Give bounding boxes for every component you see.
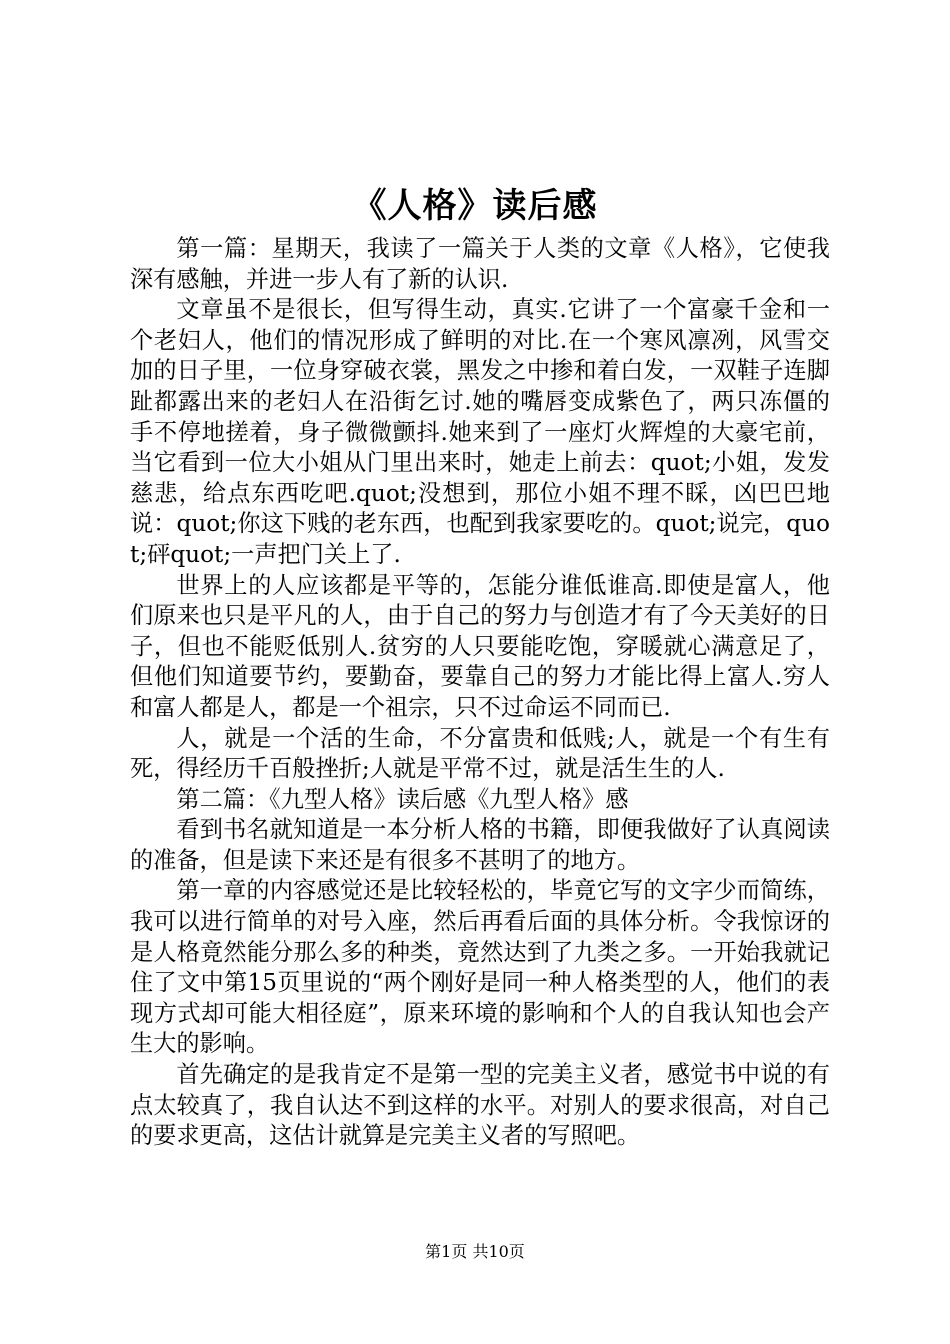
paragraph-4: 人，就是一个活的生命，不分富贵和低贱;人，就是一个有生有死，得经历千百般挫折;人就是平常不过，就是活生生的人.	[130, 724, 830, 783]
document-title: 《人格》读后感	[352, 186, 598, 226]
paragraph-1: 第一篇：星期天，我读了一篇关于人类的文章《人格》，它使我深有感触，并进一步人有了新的认识.	[130, 235, 830, 293]
paragraph-8: 首先确定的是我肯定不是第一型的完美主义者，感觉书中说的有点太较真了，我自认达不到这样的水平。对别人的要求很高，对自己的要求更高，这估计就算是完美主义者的写照吧。	[130, 1061, 830, 1150]
section-heading-2: 第二篇：《九型人格》读后感《九型人格》感	[176, 785, 629, 813]
paragraph-2: 文章虽不是很长，但写得生动，真实.它讲了一个富豪千金和一个老妇人，他们的情况形成了鲜明的对比.在一个寒风凛冽，风雪交加的日子里，一位身穿破衣裳，黑发之中掺和着白发，一双鞋子连脚趾都露出来的老妇人在沿街乞讨.她的嘴唇变成紫色了，两只冻僵的手不停地搓着，身子微微颤抖.她来到了一座灯火辉煌的大豪宅前，当它看到一位大小姐从门里出来时，她走上前去：quot;小姐，发发慈悲，给点东西吃吧.quot;没想到，那位小姐不理不睬，凶巴巴地说：quot;你这下贱的老东西，也配到我家要吃的。quot;说完，quot;砰quot;一声把门关上了.	[130, 296, 830, 568]
paragraph-6: 看到书名就知道是一本分析人格的书籍，即便我做好了认真阅读的准备，但是读下来还是有很多不甚明了的地方。	[130, 816, 830, 874]
paragraph-7: 第一章的内容感觉还是比较轻松的，毕竟它写的文字少而简练，我可以进行简单的对号入座，然后再看后面的具体分析。令我惊讶的是人格竟然能分那么多的种类，竟然达到了九类之多。一开始我就记住了文中第15页里说的“两个刚好是同一种人格类型的人，他们的表现方式却可能大相径庭”，原来环境的影响和个人的自我认知也会产生大的影响。	[130, 877, 830, 1058]
document-body	[130, 234, 830, 1152]
paragraph-3: 世界上的人应该都是平等的，怎能分谁低谁高.即使是富人，他们原来也只是平凡的人，由于自己的努力与创造才有了今天美好的日子，但也不能贬低别人.贫穷的人只要能吃饱，穿暖就心满意足了，但他们知道要节约，要勤奋，要靠自己的努力才能比得上富人.穷人和富人都是人，都是一个祖宗，只不过命运不同而已.	[130, 571, 830, 721]
page-indicator: 第1页 共10页	[425, 1242, 525, 1261]
page-footer	[0, 1240, 950, 1264]
